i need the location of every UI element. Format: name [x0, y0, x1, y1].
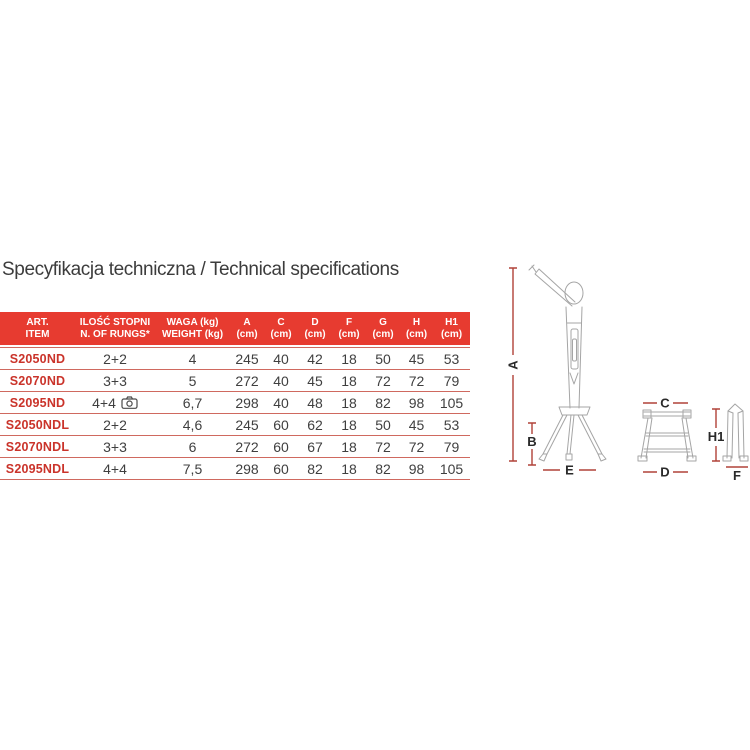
cell-weight: 6 [188, 438, 197, 455]
cell-h: 72 [408, 438, 425, 455]
cell-g: 82 [375, 460, 391, 477]
cell-weight: 5 [188, 372, 197, 389]
header-line: (cm) [270, 328, 292, 340]
cell-weight: 7,5 [182, 460, 203, 477]
table-header-row [0, 312, 470, 345]
header-h1 [433, 317, 470, 340]
camera-icon [121, 396, 138, 409]
cell-h1: 105 [439, 460, 464, 477]
cell-a: 245 [235, 350, 259, 367]
cell-h1: 53 [443, 416, 460, 433]
cell-weight: 4,6 [182, 416, 203, 433]
cell-c: 60 [273, 438, 289, 455]
header-f [332, 317, 366, 340]
cell-f: 18 [341, 438, 357, 455]
spec-table [0, 312, 470, 480]
cell-h: 45 [408, 350, 425, 367]
cell-f: 18 [341, 416, 357, 433]
dim-label-h1: H1 [707, 429, 725, 444]
header-line: WAGA (kg) [166, 317, 219, 328]
cell-h: 72 [408, 372, 425, 389]
cell-f: 18 [341, 394, 357, 411]
cell-d: 48 [307, 394, 323, 411]
header-line: (cm) [338, 328, 360, 340]
header-line: C [277, 317, 285, 328]
dim-label-f: F [733, 468, 741, 483]
table-row [0, 458, 470, 480]
cell-item-code: S2070ND [9, 373, 66, 388]
header-line: (cm) [440, 328, 463, 340]
cell-h1: 79 [443, 438, 460, 455]
header-c [264, 317, 298, 340]
header-line: H1 [445, 317, 458, 328]
dim-label-d: D [660, 464, 670, 480]
header-line: (cm) [405, 328, 428, 340]
header-line: (cm) [372, 328, 394, 340]
header-line: A [243, 317, 251, 328]
cell-a: 272 [235, 438, 259, 455]
cell-f: 18 [341, 350, 357, 367]
cell-h: 45 [408, 416, 425, 433]
cell-d: 82 [307, 460, 323, 477]
header-line: (cm) [236, 328, 258, 340]
cell-d: 42 [307, 350, 323, 367]
header-line: N. OF RUNGS* [80, 328, 150, 340]
cell-h: 98 [408, 460, 425, 477]
header-h [400, 317, 433, 340]
cell-rungs: 3+3 [103, 372, 127, 389]
cell-g: 72 [375, 372, 391, 389]
cell-g: 82 [375, 394, 391, 411]
cell-c: 60 [273, 416, 289, 433]
cell-c: 40 [273, 394, 289, 411]
table-body [0, 347, 470, 480]
cell-item-code: S2095NDL [5, 461, 70, 476]
cell-item-code: S2050NDL [5, 417, 70, 432]
cell-item-code: S2070NDL [5, 439, 70, 454]
header-g [366, 317, 400, 340]
header-line: G [379, 317, 387, 328]
ladder-diagram [495, 253, 750, 488]
stool-drawing [638, 410, 696, 461]
cell-weight: 4 [188, 350, 197, 367]
dim-label-b: B [527, 434, 537, 449]
header-line: F [345, 317, 353, 328]
cell-g: 72 [375, 438, 391, 455]
cell-a: 298 [235, 460, 259, 477]
header-line: D [311, 317, 319, 328]
page-title: Specyfikacja techniczna / Technical specifications [2, 259, 399, 280]
dim-label-c: C [660, 395, 670, 411]
cell-c: 40 [273, 372, 289, 389]
table-row [0, 436, 470, 458]
header-rungs [75, 317, 155, 340]
cell-d: 67 [307, 438, 323, 455]
dim-label-e: E [565, 462, 574, 478]
table-row [0, 392, 470, 414]
cell-f: 18 [341, 460, 357, 477]
header-a [230, 317, 264, 340]
cell-rungs: 2+2 [103, 416, 127, 433]
header-line: H [412, 317, 421, 328]
cell-f: 18 [341, 372, 357, 389]
open-ladder-drawing [529, 265, 606, 461]
header-art-item [0, 317, 75, 340]
cell-h1: 105 [439, 394, 464, 411]
cell-item-code: S2050ND [9, 351, 66, 366]
header-line: (cm) [304, 328, 326, 340]
header-line: ILOŚĆ STOPNI [79, 317, 151, 328]
cell-g: 50 [375, 416, 391, 433]
cell-c: 60 [273, 460, 289, 477]
cell-d: 62 [307, 416, 323, 433]
cell-rungs [75, 395, 155, 411]
cell-h: 98 [408, 394, 425, 411]
header-line: ART. [26, 317, 49, 328]
cell-g: 50 [375, 350, 391, 367]
table-row [0, 414, 470, 436]
cell-item-code: S2095ND [9, 395, 66, 410]
header-line: ITEM [25, 328, 50, 340]
cell-weight: 6,7 [182, 394, 203, 411]
header-weight [155, 317, 230, 340]
cell-rungs: 4+4 [103, 460, 127, 477]
dim-label-a: A [505, 360, 521, 370]
cell-rungs: 3+3 [103, 438, 127, 455]
cell-h1: 53 [443, 350, 460, 367]
cell-d: 45 [307, 372, 323, 389]
cell-h1: 79 [443, 372, 460, 389]
header-d [298, 317, 332, 340]
header-line: WEIGHT (kg) [161, 328, 224, 340]
rungs-value: 4+4 [92, 394, 116, 411]
table-row [0, 370, 470, 392]
cell-c: 40 [273, 350, 289, 367]
cell-a: 272 [235, 372, 259, 389]
cell-rungs: 2+2 [103, 350, 127, 367]
dimension-lines [506, 268, 749, 483]
cell-a: 245 [235, 416, 259, 433]
cell-a: 298 [235, 394, 259, 411]
folded-ladder-drawing [723, 404, 748, 461]
table-row [0, 348, 470, 370]
